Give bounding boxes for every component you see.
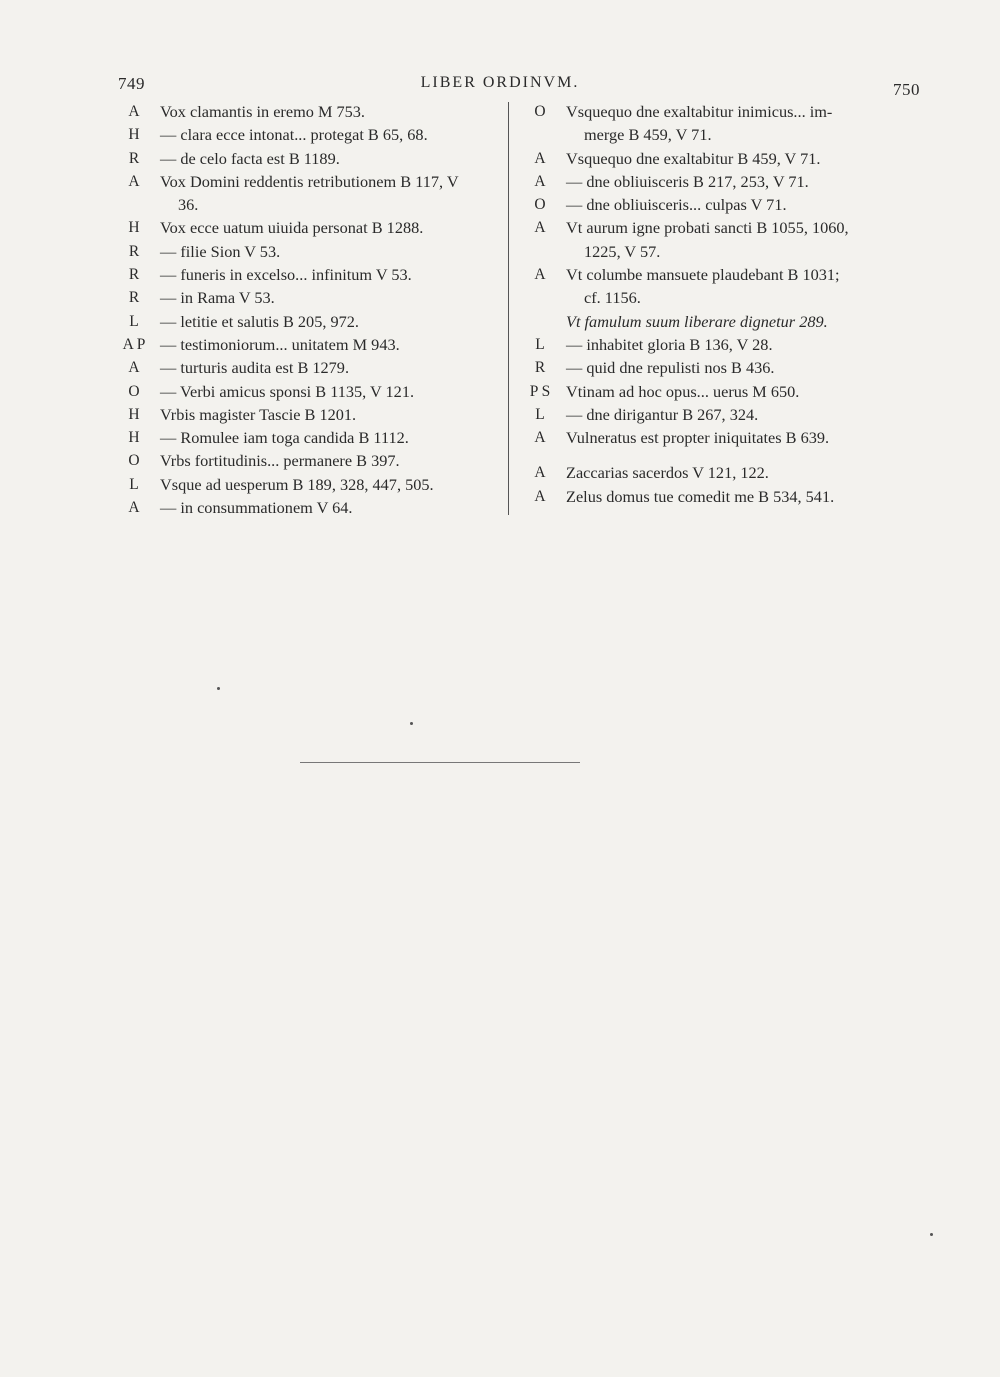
entry-siglum: A xyxy=(534,429,546,447)
entry-siglum: H xyxy=(128,405,140,423)
entry-text: — in consummationem V 64. xyxy=(160,498,353,518)
index-entry xyxy=(520,426,930,449)
index-entry xyxy=(520,147,930,170)
index-entry xyxy=(114,263,504,286)
entry-text: — dne obliuisceris B 217, 253, V 71. xyxy=(566,171,809,191)
entry-text: — turturis audita est B 1279. xyxy=(160,358,350,378)
column-divider xyxy=(508,102,509,515)
entry-text: — in Rama V 53. xyxy=(160,288,275,308)
entry-siglum: O xyxy=(534,196,546,214)
entry-text: Vox Domini reddentis retributionem B 117, V xyxy=(160,171,459,191)
index-entry xyxy=(520,356,930,379)
entry-siglum: A xyxy=(534,219,546,237)
entry-text: Vt famulum suum liberare dignetur 289. xyxy=(566,311,828,331)
entry-text: Vrbis magister Tascie B 1201. xyxy=(160,404,357,424)
entry-siglum: L xyxy=(129,312,139,330)
entry-text: — Romulee iam toga candida B 1112. xyxy=(160,428,409,448)
index-entry xyxy=(114,333,504,356)
entry-text: Vsquequo dne exaltabitur inimicus... im- xyxy=(566,102,833,121)
entry-siglum: P S xyxy=(529,382,551,400)
entry-text: — inhabitet gloria B 136, V 28. xyxy=(566,334,773,354)
entry-siglum: A xyxy=(534,172,546,190)
index-entry xyxy=(114,170,504,217)
bleed-through-rule xyxy=(300,762,580,763)
index-entry xyxy=(114,473,504,496)
entry-text: Vox clamantis in eremo M 753. xyxy=(160,102,365,121)
entry-siglum: A xyxy=(534,266,546,284)
left-column xyxy=(114,100,504,519)
entry-text: Vsquequo dne exaltabitur B 459, V 71. xyxy=(566,148,821,168)
index-entry xyxy=(520,216,930,263)
entry-siglum: R xyxy=(128,289,140,307)
entry-text: — funeris in excelso... infinitum V 53. xyxy=(160,265,412,285)
index-entry xyxy=(114,380,504,403)
index-entry xyxy=(114,240,504,263)
entry-text: — Verbi amicus sponsi B 1135, V 121. xyxy=(160,381,415,401)
entry-siglum: H xyxy=(128,429,140,447)
specks xyxy=(217,687,220,690)
entry-text: — filie Sion V 53. xyxy=(160,241,281,261)
index-entry xyxy=(114,147,504,170)
entry-text: Vulneratus est propter iniquitates B 639. xyxy=(566,428,830,448)
index-entry xyxy=(520,461,930,484)
entry-siglum: R xyxy=(128,266,140,284)
entry-siglum: A xyxy=(128,499,140,517)
entry-continuation: 36. xyxy=(178,195,199,215)
entry-siglum: A xyxy=(128,103,140,120)
entry-text: — quid dne repulisti nos B 436. xyxy=(566,358,775,378)
entry-siglum: L xyxy=(535,335,545,353)
entry-text: Vt columbe mansuete plaudebant B 1031; xyxy=(566,265,840,285)
index-entry xyxy=(520,333,930,356)
entry-siglum: L xyxy=(129,475,139,493)
index-entry xyxy=(520,170,930,193)
index-entry xyxy=(114,449,504,472)
index-entry xyxy=(520,193,930,216)
entry-text: — de celo facta est B 1189. xyxy=(160,148,340,168)
entry-siglum: A xyxy=(534,487,546,505)
entry-text: Vt aurum igne probati sancti B 1055, 1060, xyxy=(566,218,849,238)
index-entry xyxy=(520,310,930,333)
index-entry xyxy=(114,100,504,123)
entry-text: Vrbs fortitudinis... permanere B 397. xyxy=(160,451,400,471)
index-entry xyxy=(114,426,504,449)
entry-siglum: A xyxy=(128,172,140,190)
specks xyxy=(410,722,413,725)
entry-siglum: H xyxy=(128,219,140,237)
entry-siglum: H xyxy=(128,126,140,144)
entry-continuation: cf. 1156. xyxy=(584,288,641,308)
index-entry xyxy=(114,496,504,519)
entry-text: Vox ecce uatum uiuida personat B 1288. xyxy=(160,218,424,238)
running-head: LIBER ORDINVM. xyxy=(420,74,580,91)
entry-siglum: O xyxy=(534,103,546,120)
entry-siglum: A P xyxy=(122,335,146,353)
index-entry xyxy=(114,310,504,333)
index-entry xyxy=(114,216,504,239)
entry-siglum: R xyxy=(128,149,140,167)
entry-text: — letitie et salutis B 205, 972. xyxy=(160,311,359,331)
index-entry xyxy=(520,100,930,147)
entry-continuation: 1225, V 57. xyxy=(584,241,661,261)
entry-text: — dne dirigantur B 267, 324. xyxy=(566,404,759,424)
specks xyxy=(930,1233,933,1236)
page-number-right: 750 xyxy=(893,80,920,99)
entry-siglum: O xyxy=(128,382,140,400)
entry-text: Vtinam ad hoc opus... uerus M 650. xyxy=(566,381,800,401)
index-entry xyxy=(114,286,504,309)
entry-text: — dne obliuisceris... culpas V 71. xyxy=(566,195,787,215)
index-entry xyxy=(520,263,930,310)
entry-siglum: O xyxy=(128,452,140,470)
entry-siglum: R xyxy=(128,242,140,260)
entry-text: Vsque ad uesperum B 189, 328, 447, 505. xyxy=(160,474,434,494)
index-entry xyxy=(520,485,930,508)
entry-text: — clara ecce intonat... protegat B 65, 68. xyxy=(160,125,428,145)
entry-siglum: A xyxy=(128,359,140,377)
entry-text: — testimoniorum... unitatem M 943. xyxy=(160,334,400,354)
entry-text: Zaccarias sacerdos V 121, 122. xyxy=(566,463,769,483)
index-entry xyxy=(114,123,504,146)
index-entry xyxy=(520,403,930,426)
entry-siglum: R xyxy=(534,359,546,377)
entry-siglum: A xyxy=(534,149,546,167)
page-number-left: 749 xyxy=(118,74,145,93)
entry-siglum: A xyxy=(534,464,546,482)
entry-siglum: L xyxy=(535,405,545,423)
right-column xyxy=(520,100,930,508)
entry-continuation: merge B 459, V 71. xyxy=(584,125,712,145)
index-entry xyxy=(114,403,504,426)
entry-text: Zelus domus tue comedit me B 534, 541. xyxy=(566,486,835,506)
index-entry xyxy=(520,380,930,403)
index-entry xyxy=(114,356,504,379)
